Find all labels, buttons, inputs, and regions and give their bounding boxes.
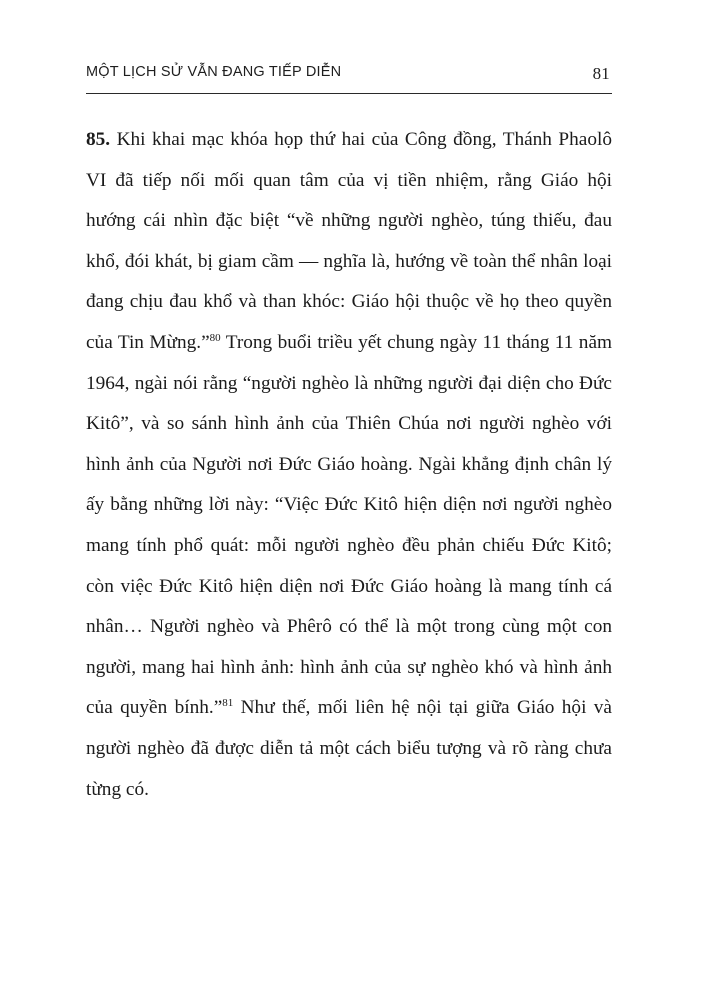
header-divider — [86, 93, 612, 94]
text-line: của Tin Mừng.”$^{80}$ Trong buổi triều yết chung ngày 11 tháng 11 năm — [86, 331, 613, 353]
text-line: người nghèo đã được diễn tả một cách biểu tượng và rõ ràng chưa — [86, 737, 612, 759]
text-line: Kitô”, và so sánh hình ảnh của Thiên Chúa nơi người nghèo với — [86, 413, 612, 435]
text-line: đang chịu đau khổ và than khóc: Giáo hội thuộc về họ theo quyền — [86, 291, 612, 313]
text-line: từng có. — [86, 778, 149, 800]
footnote-ref-80: 80 — [209, 331, 221, 344]
running-header — [86, 64, 612, 88]
paragraph-85 — [86, 120, 612, 810]
text-line: VI đã tiếp nối mối quan tâm của vị tiền nhiệm, rằng Giáo hội — [86, 169, 612, 191]
text-line: mang tính phổ quát: mỗi người nghèo đều phản chiếu Đức Kitô; — [86, 534, 612, 556]
page-number: 81 — [592, 64, 610, 83]
text-line: của quyền bính.”$^{81}$ Như thế, mối liên hệ nội tại giữa Giáo hội và — [86, 697, 612, 719]
text-line: 85. Khi khai mạc khóa họp thứ hai của Công đồng, Thánh Phaolô — [86, 129, 612, 150]
text-line: khổ, đói khát, bị giam cầm — nghĩa là, hướng về toàn thể nhân loại — [86, 250, 612, 272]
paragraph-number: 85. — [86, 129, 111, 150]
text-line: người, mang hai hình ảnh: hình ảnh của sự nghèo khó và hình ảnh — [86, 656, 612, 678]
text-line: 1964, ngài nói rằng “người nghèo là những người đại diện cho Đức — [86, 372, 612, 394]
text-line: hình ảnh của Người nơi Đức Giáo hoàng. Ngài khẳng định chân lý — [86, 453, 612, 475]
footnote-ref-81: 81 — [222, 697, 234, 710]
text-line: ấy bằng những lời này: “Việc Đức Kitô hiện diện nơi người nghèo — [86, 494, 612, 516]
running-title: MỘT LỊCH SỬ VẪN ĐANG TIẾP DIỄN — [86, 64, 342, 80]
text-line: hướng cái nhìn đặc biệt “về những người nghèo, túng thiếu, đau — [86, 210, 612, 232]
text-line: nhân… Người nghèo và Phêrô có thể là một trong cùng một con — [86, 616, 612, 638]
text-line: còn việc Đức Kitô hiện diện nơi Đức Giáo hoàng là mang tính cá — [86, 575, 612, 597]
